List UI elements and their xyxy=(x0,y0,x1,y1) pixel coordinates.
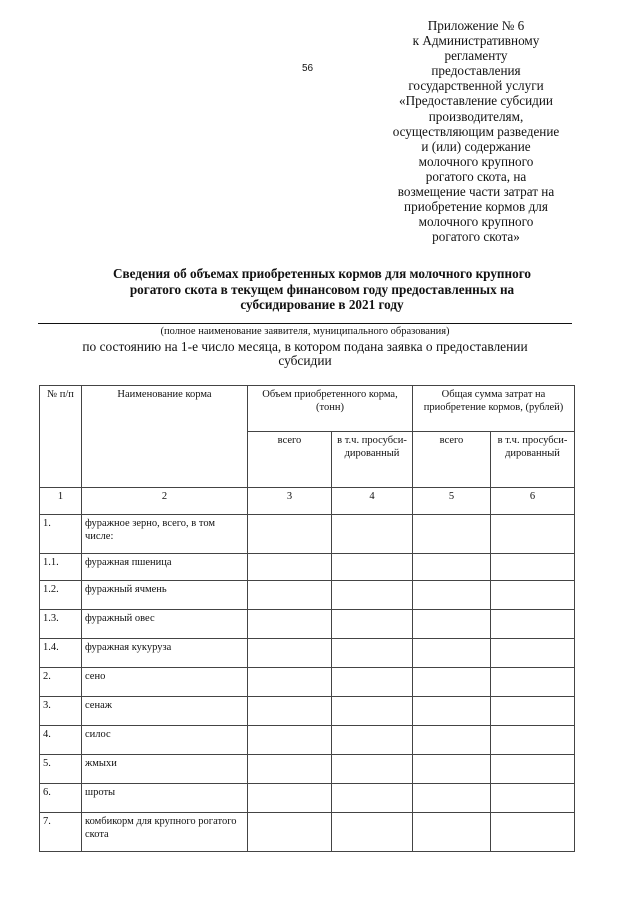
table-row xyxy=(40,697,575,726)
date-note xyxy=(38,340,572,368)
cell-volume-subsidized[interactable] xyxy=(332,697,413,726)
row-feed-name: комбикорм для крупного рогатого скота xyxy=(82,813,248,852)
cell-cost-total[interactable] xyxy=(413,610,491,639)
cell-cost-total[interactable] xyxy=(413,813,491,852)
cell-cost-subsidized[interactable] xyxy=(491,697,575,726)
appendix-line: возмещение части затрат на xyxy=(397,184,555,200)
column-number: 1 xyxy=(40,488,82,515)
document-title xyxy=(48,266,596,313)
row-feed-name: жмыхи xyxy=(82,755,248,784)
cell-volume-subsidized[interactable] xyxy=(332,813,413,852)
date-note-line: субсидии xyxy=(278,353,332,368)
cell-volume-total[interactable] xyxy=(248,784,332,813)
appendix-line: молочного крупного xyxy=(418,153,534,169)
cell-cost-total[interactable] xyxy=(413,639,491,668)
column-number: 2 xyxy=(82,488,248,515)
appendix-header xyxy=(378,18,574,244)
row-number: 3. xyxy=(40,697,82,726)
title-line: субсидирование в 2021 году xyxy=(240,297,404,313)
cell-cost-total[interactable] xyxy=(413,726,491,755)
table-row xyxy=(40,515,575,554)
cell-volume-total[interactable] xyxy=(248,813,332,852)
cell-cost-total[interactable] xyxy=(413,515,491,554)
date-note-line: по состоянию на 1-е число месяца, в котором подана заявка о предоставлении xyxy=(82,339,528,354)
appendix-line: предоставления xyxy=(431,63,521,79)
cell-volume-total[interactable] xyxy=(248,515,332,554)
header-volume: Объем приобретенного корма, (тонн) xyxy=(248,386,413,432)
row-feed-name: фуражный овес xyxy=(82,610,248,639)
cell-cost-subsidized[interactable] xyxy=(491,668,575,697)
row-number: 4. xyxy=(40,726,82,755)
row-number: 1.4. xyxy=(40,639,82,668)
appendix-line: государственной услуги xyxy=(408,78,544,94)
table-row xyxy=(40,726,575,755)
appendix-line: Приложение № 6 xyxy=(427,18,525,33)
cell-cost-total[interactable] xyxy=(413,668,491,697)
cell-cost-subsidized[interactable] xyxy=(491,610,575,639)
row-number: 6. xyxy=(40,784,82,813)
header-cost-total: всего xyxy=(413,432,491,488)
row-number: 1.3. xyxy=(40,610,82,639)
cell-volume-total[interactable] xyxy=(248,726,332,755)
row-number: 2. xyxy=(40,668,82,697)
title-line: Сведения об объемах приобретенных кормов для молочного крупного xyxy=(113,266,531,281)
cell-volume-total[interactable] xyxy=(248,755,332,784)
row-feed-name: фуражный ячмень xyxy=(82,581,248,610)
cell-volume-subsidized[interactable] xyxy=(332,610,413,639)
row-number: 1.2. xyxy=(40,581,82,610)
header-volume-subsidized: в т.ч. просубси- дированный xyxy=(332,432,413,488)
cell-cost-subsidized[interactable] xyxy=(491,554,575,581)
column-number: 3 xyxy=(248,488,332,515)
cell-volume-total[interactable] xyxy=(248,668,332,697)
row-feed-name: шроты xyxy=(82,784,248,813)
header-cost: Общая сумма затрат на приобретение кормов, (рублей) xyxy=(413,386,575,432)
row-number: 5. xyxy=(40,755,82,784)
cell-cost-subsidized[interactable] xyxy=(491,581,575,610)
applicant-fill-line xyxy=(38,323,572,324)
cell-volume-subsidized[interactable] xyxy=(332,554,413,581)
table-row xyxy=(40,813,575,852)
row-number: 1. xyxy=(40,515,82,554)
cell-cost-subsidized[interactable] xyxy=(491,784,575,813)
cell-volume-subsidized[interactable] xyxy=(332,726,413,755)
cell-volume-subsidized[interactable] xyxy=(332,668,413,697)
cell-volume-total[interactable] xyxy=(248,639,332,668)
header-number: № п/п xyxy=(40,386,82,488)
table-row xyxy=(40,581,575,610)
column-number: 6 xyxy=(491,488,575,515)
table-row xyxy=(40,784,575,813)
appendix-line: рогатого скота» xyxy=(432,229,520,245)
row-feed-name: сенаж xyxy=(82,697,248,726)
page-number: 56 xyxy=(302,63,314,74)
cell-cost-total[interactable] xyxy=(413,697,491,726)
row-feed-name: фуражное зерно, всего, в том числе: xyxy=(82,515,248,554)
cell-volume-subsidized[interactable] xyxy=(332,639,413,668)
appendix-line: производителям, xyxy=(428,108,524,124)
cell-volume-subsidized[interactable] xyxy=(332,755,413,784)
table-row xyxy=(40,668,575,697)
cell-cost-subsidized[interactable] xyxy=(491,726,575,755)
column-number: 5 xyxy=(413,488,491,515)
appendix-line: молочного крупного xyxy=(418,214,534,230)
row-feed-name: фуражная пшеница xyxy=(82,554,248,581)
row-feed-name: силос xyxy=(82,726,248,755)
cell-volume-subsidized[interactable] xyxy=(332,515,413,554)
row-feed-name: сено xyxy=(82,668,248,697)
cell-volume-total[interactable] xyxy=(248,581,332,610)
table-row xyxy=(40,610,575,639)
cell-volume-subsidized[interactable] xyxy=(332,784,413,813)
cell-volume-total[interactable] xyxy=(248,697,332,726)
header-cost-subsidized: в т.ч. просубси- дированный xyxy=(491,432,575,488)
feed-volume-table xyxy=(39,385,575,852)
row-number: 1.1. xyxy=(40,554,82,581)
title-line: рогатого скота в текущем финансовом году предоставленных на xyxy=(129,281,515,297)
appendix-line: к Административному xyxy=(412,33,540,49)
cell-volume-subsidized[interactable] xyxy=(332,581,413,610)
cell-volume-total[interactable] xyxy=(248,610,332,639)
cell-cost-total[interactable] xyxy=(413,755,491,784)
cell-cost-total[interactable] xyxy=(413,784,491,813)
cell-cost-subsidized[interactable] xyxy=(491,813,575,852)
cell-cost-subsidized[interactable] xyxy=(491,755,575,784)
table-row xyxy=(40,554,575,581)
cell-cost-subsidized[interactable] xyxy=(491,639,575,668)
appendix-line: и (или) содержание xyxy=(421,138,531,154)
cell-cost-total[interactable] xyxy=(413,581,491,610)
header-volume-total: всего xyxy=(248,432,332,488)
cell-cost-total[interactable] xyxy=(413,554,491,581)
cell-cost-subsidized[interactable] xyxy=(491,515,575,554)
row-feed-name: фуражная кукуруза xyxy=(82,639,248,668)
appendix-line: «Предоставление субсидии xyxy=(399,93,553,109)
cell-volume-total[interactable] xyxy=(248,554,332,581)
appendix-line: рогатого скота, на xyxy=(425,168,527,184)
table-row xyxy=(40,755,575,784)
appendix-line: приобретение кормов для xyxy=(404,199,548,215)
header-feed-name: Наименование корма xyxy=(82,386,248,488)
row-number: 7. xyxy=(40,813,82,852)
appendix-line: регламенту xyxy=(444,48,508,64)
applicant-caption: (полное наименование заявителя, муниципального образования) xyxy=(160,326,450,337)
appendix-line: осуществляющим разведение xyxy=(392,123,560,139)
column-number: 4 xyxy=(332,488,413,515)
table-row xyxy=(40,639,575,668)
